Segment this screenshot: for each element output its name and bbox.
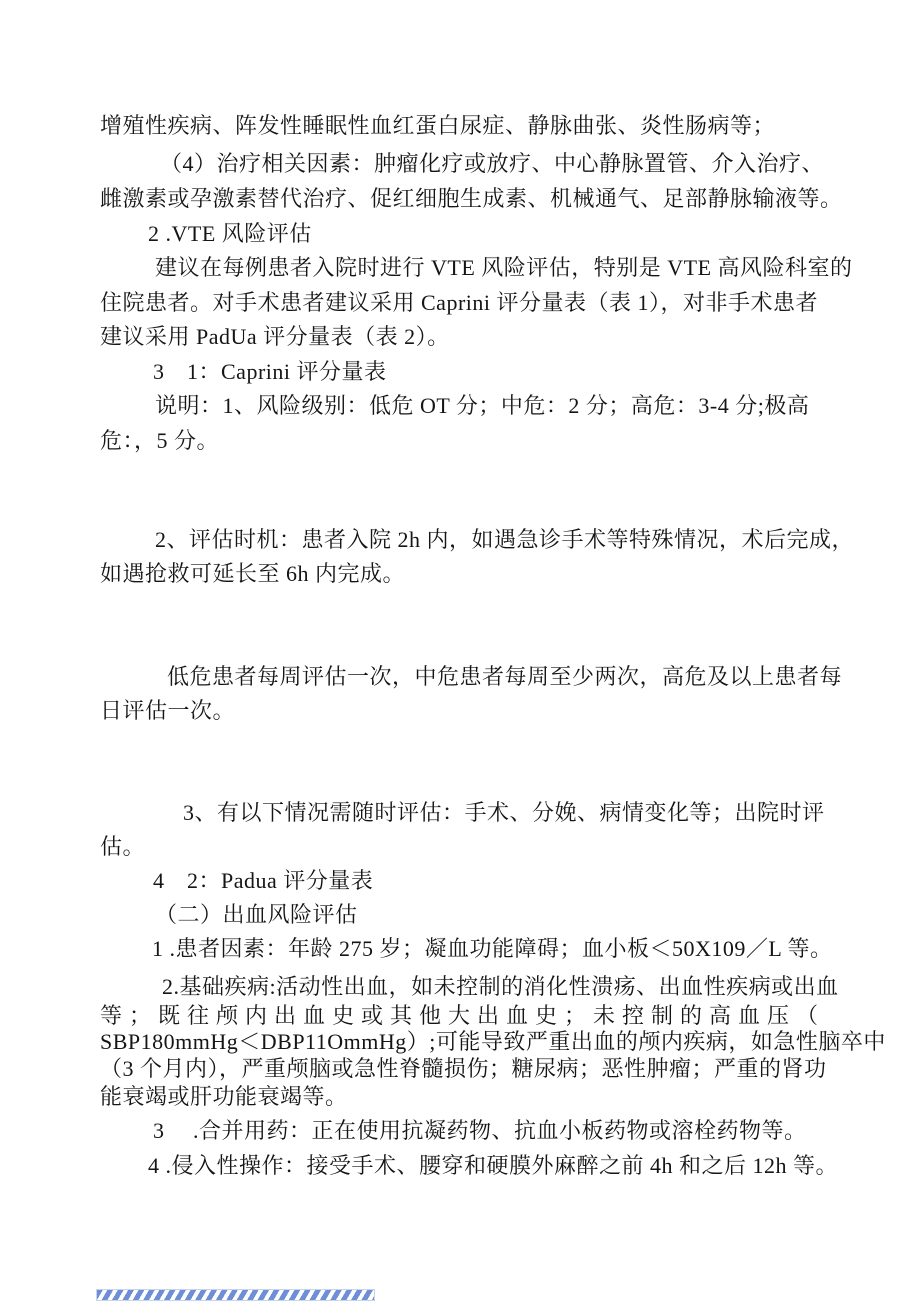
text-line: 增殖性疾病、阵发性睡眠性血红蛋白尿症、静脉曲张、炎性肠病等； [100,113,776,138]
text-line: 1 .患者因素：年龄 275 岁；凝血功能障碍；血小板＜50X109／L 等。 [152,936,833,961]
text-line: 住院患者。对手术患者建议采用 Caprini 评分量表（表 1），对非手术患者 [100,290,818,315]
text-line: 建议采用 PadUa 评分量表（表 2）。 [100,324,450,349]
loading-stripes-bar [96,1289,375,1301]
text-line: 2 .VTE 风险评估 [148,221,312,246]
text-line: 能衰竭或肝功能衰竭等。 [100,1084,348,1109]
text-line: 3 .合并用药：正在使用抗凝药物、抗血小板药物或溶栓药物等。 [153,1118,807,1143]
text-line: 雌激素或孕激素替代治疗、促红细胞生成素、机械通气、足部静脉输液等。 [100,186,843,211]
text-line: 3 1：Caprini 评分量表 [153,359,387,384]
text-line: 建议在每例患者入院时进行 VTE 风险评估，特别是 VTE 高风险科室的 [155,255,853,280]
text-line: 等；既往颅内出血史或其他大出血史；未控制的高血压（ [100,1003,826,1028]
text-line: 低危患者每周评估一次，中危患者每周至少两次，高危及以上患者每 [167,664,843,689]
text-line: 4 .侵入性操作：接受手术、腰穿和硬膜外麻醉之前 4h 和之后 12h 等。 [148,1153,839,1178]
text-line: 说明：1、风险级别：低危 OT 分；中危：2 分；高危：3-4 分;极高 [155,393,810,418]
text-line: 如遇抢救可延长至 6h 内完成。 [100,561,406,586]
text-line: （二）出血风险评估 [155,902,358,927]
text-line: 日评估一次。 [100,698,236,723]
text-line: 估。 [100,834,146,859]
text-line: 2、评估时机：患者入院 2h 内，如遇急诊手术等特殊情况，术后完成， [155,527,855,552]
text-line: （3 个月内），严重颅脑或急性脊髓损伤；糖尿病；恶性肿瘤；严重的肾功 [100,1056,827,1081]
text-line: 4 2：Padua 评分量表 [153,868,374,893]
text-line: 危：，5 分。 [100,428,220,453]
text-line: 2.基础疾病:活动性出血，如未控制的消化性溃疡、出血性疾病或出血 [162,974,839,999]
text-line: SBP180mmHg＜DBP11OmmHg）;可能导致严重出血的颅内疾病，如急性脑卒中 [100,1029,886,1054]
text-line: 3、有以下情况需随时评估：手术、分娩、病情变化等；出院时评 [183,800,825,825]
text-line: （4）治疗相关因素：肿瘤化疗或放疗、中心静脉置管、介入治疗、 [160,151,825,176]
